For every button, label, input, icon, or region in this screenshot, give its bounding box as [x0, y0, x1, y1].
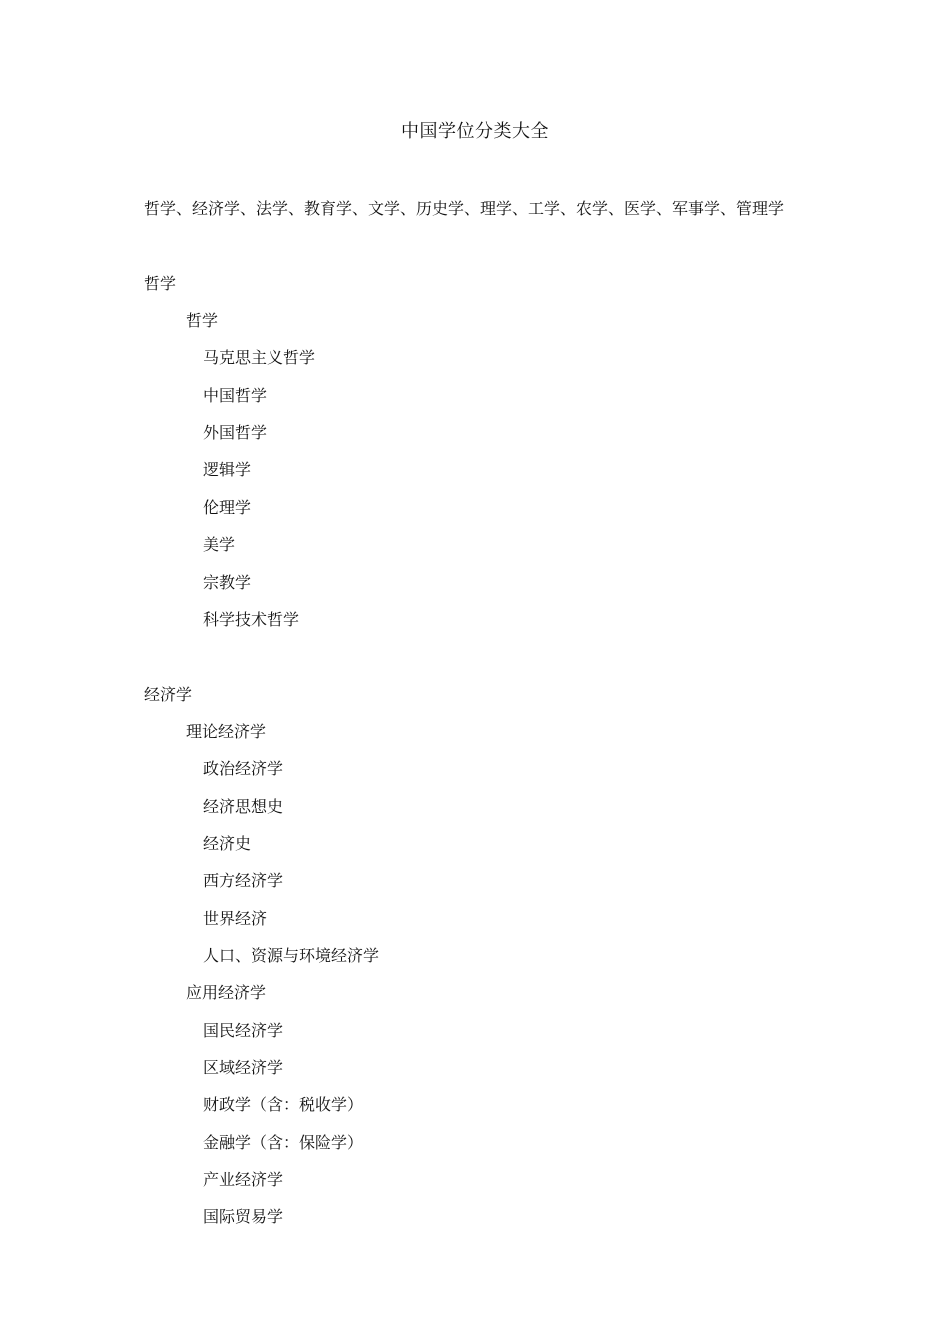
subject-item: 逻辑学 [203, 460, 252, 479]
subject-item: 国民经济学 [203, 1021, 284, 1040]
subject-item: 国际贸易学 [203, 1207, 284, 1226]
subject-item: 科学技术哲学 [203, 610, 300, 629]
subject-item: 区域经济学 [203, 1058, 284, 1077]
subject-item: 产业经济学 [203, 1170, 284, 1189]
subject-item: 经济史 [203, 834, 252, 853]
subject-group-philosophy: 哲学 [186, 311, 219, 330]
subject-item: 财政学（含：税收学） [203, 1095, 364, 1114]
subject-item: 美学 [203, 535, 236, 554]
subject-item: 金融学（含：保险学） [203, 1133, 364, 1152]
document-title: 中国学位分类大全 [401, 121, 549, 142]
subject-group-theoretical-economics: 理论经济学 [186, 722, 267, 741]
section-heading-philosophy: 哲学 [144, 274, 177, 293]
subject-item: 世界经济 [203, 909, 268, 928]
subject-item: 外国哲学 [203, 423, 268, 442]
subject-group-applied-economics: 应用经济学 [186, 983, 267, 1002]
subject-item: 伦理学 [203, 498, 252, 517]
subject-item: 政治经济学 [203, 759, 284, 778]
subject-item: 西方经济学 [203, 871, 284, 890]
subject-item: 中国哲学 [203, 386, 268, 405]
discipline-summary: 哲学、经济学、法学、教育学、文学、历史学、理学、工学、农学、医学、军事学、管理学 [144, 199, 785, 218]
section-heading-economics: 经济学 [144, 685, 193, 704]
subject-item: 马克思主义哲学 [203, 348, 316, 367]
subject-item: 宗教学 [203, 573, 252, 592]
subject-item: 经济思想史 [203, 797, 284, 816]
subject-item: 人口、资源与环境经济学 [203, 946, 380, 965]
